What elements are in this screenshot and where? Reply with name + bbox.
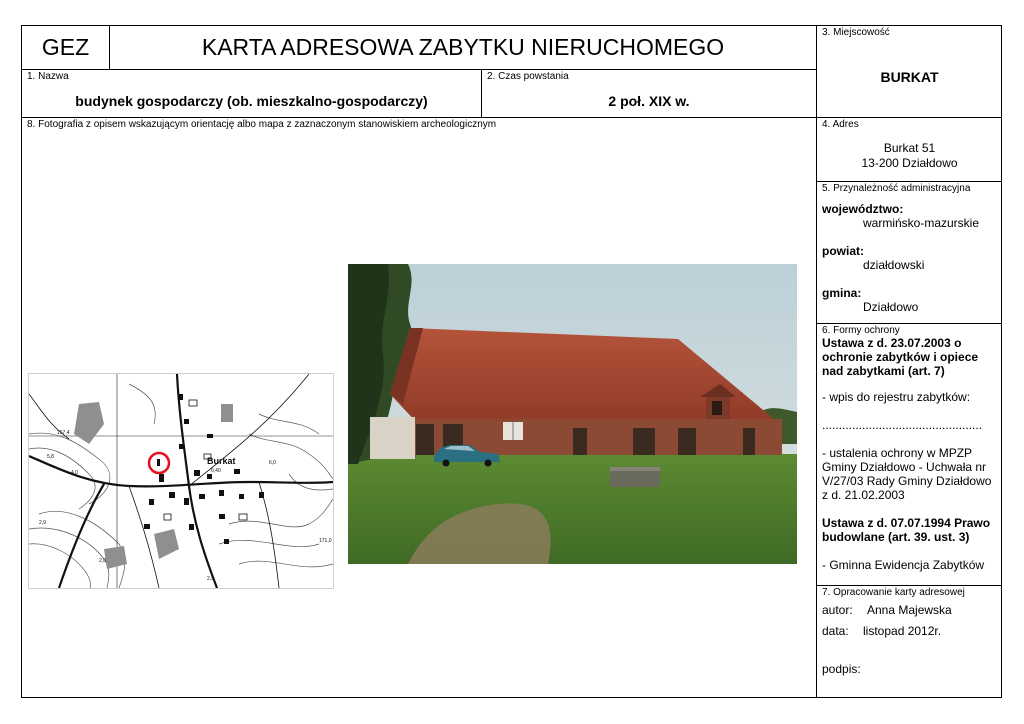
czas-value: 2 poł. XIX w. — [608, 93, 690, 109]
woj-value: warmińsko-mazurskie — [863, 216, 980, 230]
photo-drawing — [348, 264, 797, 564]
map-village-label: Burkat — [207, 456, 236, 466]
foto-label: 8. Fotografia z opisem wskazującym orientację albo mapa z zaznaczonym stanowiskiem archeologicznym — [27, 119, 497, 130]
svg-text:171,0: 171,0 — [319, 538, 332, 544]
gminna-ewidencja: - Gminna Ewidencja Zabytków — [822, 558, 985, 572]
svg-text:5,8: 5,8 — [47, 454, 54, 460]
svg-text:0,40: 0,40 — [211, 468, 221, 474]
woj-label: województwo: — [822, 202, 904, 216]
location-map — [28, 373, 334, 589]
powiat-value: działdowski — [863, 258, 925, 272]
nazwa-cell — [22, 70, 482, 118]
svg-text:4,0: 4,0 — [71, 470, 78, 476]
miejscowosc-value: BURKAT — [880, 69, 939, 85]
svg-text:2,0: 2,0 — [99, 558, 106, 564]
przynaleznosc-cell — [817, 182, 1002, 324]
svg-text:2,9: 2,9 — [39, 520, 46, 526]
adres-label: 4. Adres — [822, 119, 859, 130]
address-card — [21, 25, 1002, 698]
foto-cell — [22, 118, 817, 698]
adres-cell — [817, 118, 1002, 182]
card-code: GEZ — [41, 34, 90, 60]
data-label: data: — [822, 624, 849, 638]
title-cell — [110, 26, 817, 70]
adres-line2: 13-200 Działdowo — [861, 156, 958, 170]
opracowanie-cell — [817, 586, 1002, 698]
svg-text:157,4: 157,4 — [57, 430, 70, 436]
gez-cell — [22, 26, 110, 70]
formy-label: 6. Formy ochrony — [822, 325, 900, 336]
nazwa-label: 1. Nazwa — [27, 71, 69, 82]
wpis-rejestr: - wpis do rejestru zabytków: — [822, 390, 971, 404]
przynaleznosc-label: 5. Przynależność administracyjna — [822, 183, 971, 194]
powiat-label: powiat: — [822, 244, 864, 258]
ustalenia-mpzp: - ustalenia ochrony w MPZP Gminy Działdowo - Uchwała nr V/27/03 Rady Gminy Działdowo z d. 21.02.2003 — [822, 446, 992, 502]
autor-value: Anna Majewska — [867, 603, 952, 617]
formy-cell — [817, 324, 1002, 586]
czas-label: 2. Czas powstania — [487, 71, 569, 82]
wpis-dots: ................................................ — [822, 418, 983, 432]
adres-line1: Burkat 51 — [883, 141, 936, 155]
svg-text:6,0: 6,0 — [269, 460, 276, 466]
czas-cell — [482, 70, 817, 118]
nazwa-value: budynek gospodarczy (ob. mieszkalno-gospodarczy) — [75, 93, 428, 109]
podpis-label: podpis: — [822, 662, 861, 676]
miejscowosc-cell — [817, 26, 1002, 118]
gmina-value: Działdowo — [863, 300, 919, 314]
building-photo — [348, 264, 797, 564]
opracowanie-label: 7. Opracowanie karty adresowej — [822, 587, 965, 598]
ustawa-budowlane: Ustawa z d. 07.07.1994 Prawo budowlane (art. 39. ust. 3) — [822, 516, 991, 544]
data-value: listopad 2012r. — [863, 624, 942, 638]
map-drawing — [29, 374, 333, 588]
gmina-label: gmina: — [822, 286, 862, 300]
ustawa-ochrona: Ustawa z d. 23.07.2003 o ochronie zabytków i opiece nad zabytkami (art. 7) — [822, 336, 979, 378]
card-title: KARTA ADRESOWA ZABYTKU NIERUCHOMEGO — [201, 34, 725, 60]
autor-label: autor: — [822, 603, 853, 617]
miejscowosc-label: 3. Miejscowość — [822, 27, 890, 38]
svg-text:2,5: 2,5 — [207, 576, 214, 582]
